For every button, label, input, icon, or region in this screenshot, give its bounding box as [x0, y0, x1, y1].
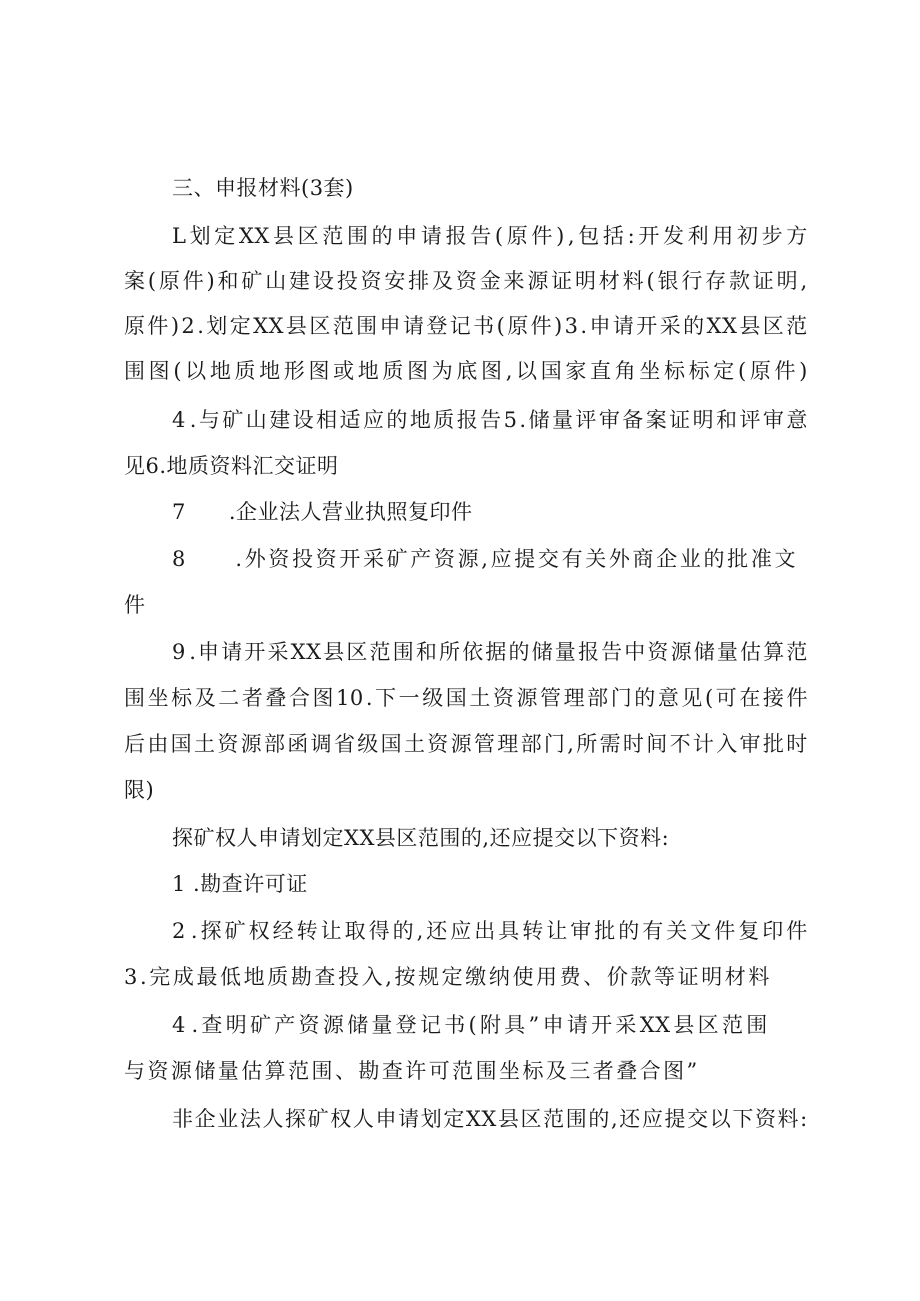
text-line: 见6.地质资料汇交证明: [124, 454, 339, 478]
text-line: 4 . 与 矿 山 建 设 相 适 应 的 地 质 报 告 5 . 储 量 评 审 备 案 证 明 和 评 审 意: [172, 408, 808, 432]
text-line: 围 坐 标 及 二 者 叠 合 图 10 . 下 一 级 国 土 资 源 管 理 部 门 的 意 见 ( 可 在 接 件: [124, 686, 808, 710]
text-line: 8 . 外 资 投 资 开 采 矿 产 资 源 , 应 提 交 有 关 外 商 企 业 的 批 准 文: [172, 547, 796, 571]
text-line: 非 企 业 法 人 探 矿 权 人 申 请 划 定 XX 县 区 范 围 的 , 还 应 提 交 以 下 资 料 :: [172, 1107, 808, 1131]
text-line: 后 由 国 土 资 源 部 函 调 省 级 国 土 资 源 管 理 部 门 , 所 需 时 间 不 计 入 审 批 时: [124, 732, 808, 756]
text-line: 7 .企业法人营业执照复印件: [172, 500, 473, 524]
text-line: 9 . 申 请 开 采 XX 县 区 范 围 和 所 依 据 的 储 量 报 告 中 资 源 储 量 估 算 范: [172, 640, 808, 664]
text-line: 件: [124, 593, 146, 617]
text-line: 限): [124, 778, 155, 802]
text-line: 围 图 ( 以 地 质 地 形 图 或 地 质 图 为 底 图 , 以 国 家 直 角 坐 标 标 定 ( 原 件 ): [124, 359, 808, 383]
text-line: 探矿权人申请划定XX县区范围的,还应提交以下资料:: [172, 826, 670, 850]
text-line: 案 ( 原 件 ) 和 矿 山 建 设 投 资 安 排 及 资 金 来 源 证 明 材 料 ( 银 行 存 款 证 明 ,: [124, 269, 808, 293]
text-line: 3 . 完 成 最 低 地 质 勘 查 投 入 , 按 规 定 缴 纳 使 用 费 、 价 款 等 证 明 材 料: [124, 965, 770, 989]
text-line: 2 . 探 矿 权 经 转 让 取 得 的 , 还 应 出 具 转 让 审 批 的 有 关 文 件 复 印 件: [172, 919, 808, 943]
text-line: 原 件 ) 2 . 划 定 XX 县 区 范 围 申 请 登 记 书 ( 原 件 ) 3 . 申 请 开 采 的 XX 县 区 范: [124, 314, 808, 338]
section-heading: 三、申报材料(3套): [172, 176, 354, 200]
text-line: 1 .勘查许可证: [172, 872, 308, 896]
text-line: 与 资 源 储 量 估 算 范 围 、 勘 查 许 可 范 围 坐 标 及 三 者 叠 合 图 ”: [124, 1059, 698, 1083]
text-line: 4 . 查 明 矿 产 资 源 储 量 登 记 书 ( 附 具 ” 申 请 开 采 XX 县 区 范 围: [172, 1013, 768, 1037]
text-line: L 划 定 XX 县 区 范 围 的 申 请 报 告 ( 原 件 ) , 包 括 : 开 发 利 用 初 步 方: [172, 224, 808, 248]
